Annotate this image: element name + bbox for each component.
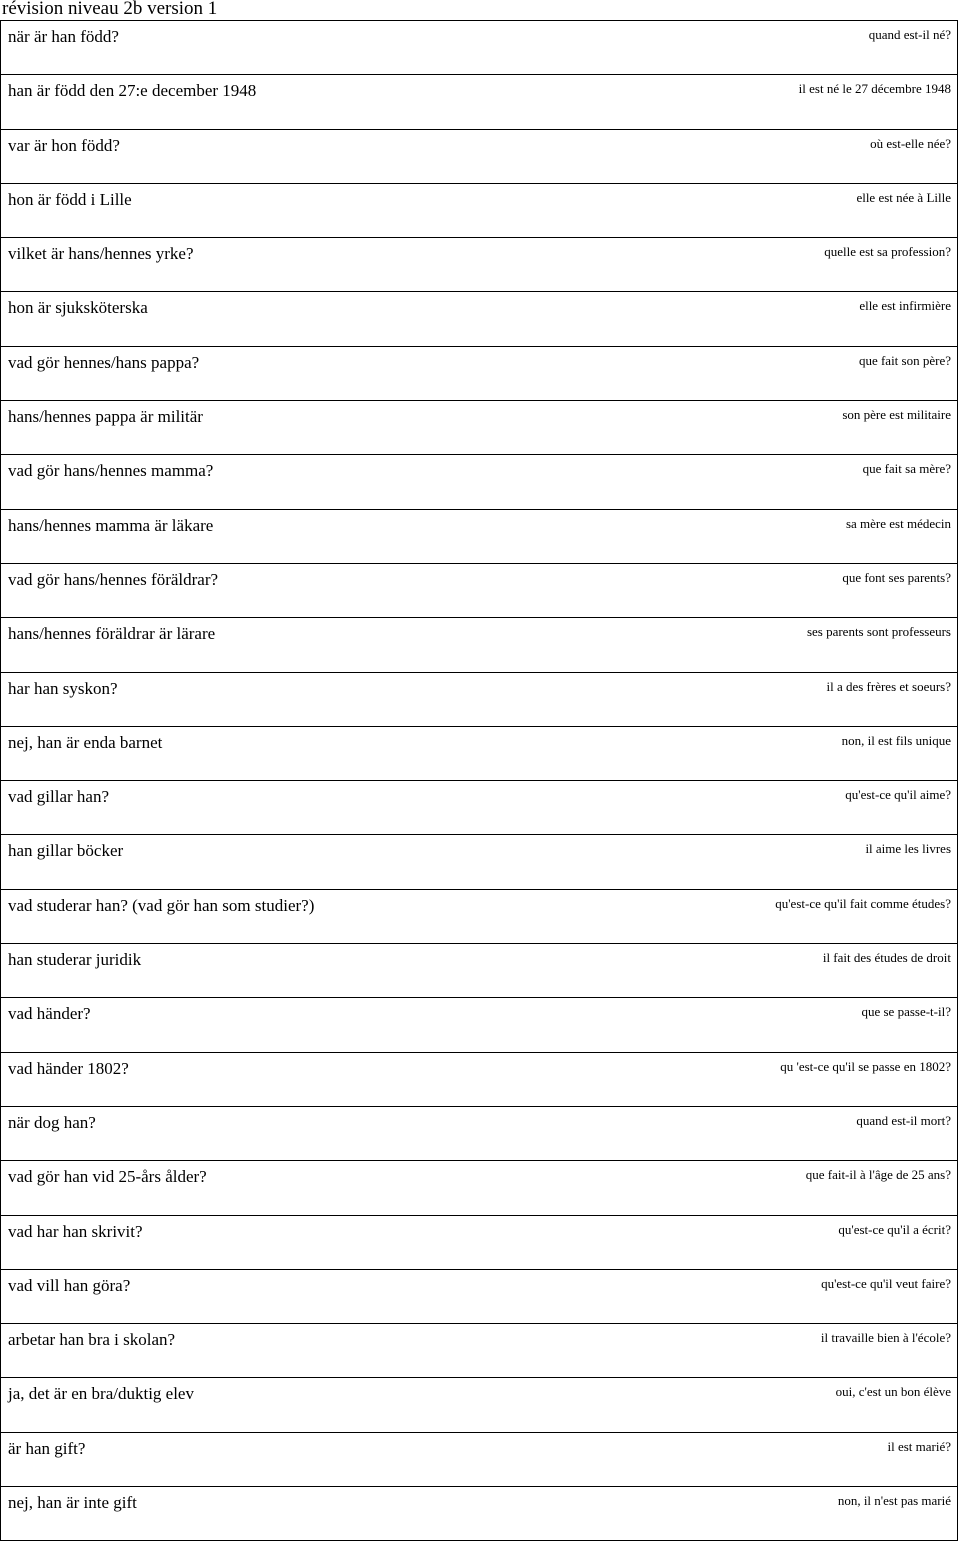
- french-phrase: que fait sa mère?: [479, 455, 958, 509]
- swedish-phrase: hon är sjuksköterska: [1, 292, 480, 346]
- swedish-phrase: hans/hennes föräldrar är lärare: [1, 618, 480, 672]
- french-phrase: quelle est sa profession?: [479, 238, 958, 292]
- table-row: [1, 346, 958, 400]
- french-phrase: qu'est-ce qu'il veut faire?: [479, 1269, 958, 1323]
- table-row: [1, 563, 958, 617]
- french-phrase: sa mère est médecin: [479, 509, 958, 563]
- french-phrase: il travaille bien à l'école?: [479, 1324, 958, 1378]
- table-row: [1, 1269, 958, 1323]
- document-title: révision niveau 2b version 1: [2, 0, 218, 19]
- french-phrase: qu'est-ce qu'il a écrit?: [479, 1215, 958, 1269]
- swedish-phrase: hans/hennes pappa är militär: [1, 401, 480, 455]
- french-phrase: que fait-il à l'âge de 25 ans?: [479, 1161, 958, 1215]
- table-row: [1, 1378, 958, 1432]
- french-phrase: il fait des études de droit: [479, 944, 958, 998]
- swedish-phrase: vad gör hans/hennes föräldrar?: [1, 563, 480, 617]
- swedish-phrase: vad har han skrivit?: [1, 1215, 480, 1269]
- swedish-phrase: han studerar juridik: [1, 944, 480, 998]
- table-row: [1, 1487, 958, 1541]
- table-row: [1, 292, 958, 346]
- french-phrase: ses parents sont professeurs: [479, 618, 958, 672]
- swedish-phrase: nej, han är inte gift: [1, 1487, 480, 1541]
- table-row: [1, 1324, 958, 1378]
- swedish-phrase: vad vill han göra?: [1, 1269, 480, 1323]
- french-phrase: son père est militaire: [479, 401, 958, 455]
- swedish-phrase: har han syskon?: [1, 672, 480, 726]
- table-row: [1, 1215, 958, 1269]
- swedish-phrase: nej, han är enda barnet: [1, 726, 480, 780]
- french-phrase: qu 'est-ce qu'il se passe en 1802?: [479, 1052, 958, 1106]
- swedish-phrase: han gillar böcker: [1, 835, 480, 889]
- french-phrase: qu'est-ce qu'il fait comme études?: [479, 889, 958, 943]
- vocabulary-table-body: [1, 21, 958, 1541]
- table-row: [1, 998, 958, 1052]
- swedish-phrase: han är född den 27:e december 1948: [1, 75, 480, 129]
- french-phrase: il aime les livres: [479, 835, 958, 889]
- french-phrase: que font ses parents?: [479, 563, 958, 617]
- swedish-phrase: vad händer 1802?: [1, 1052, 480, 1106]
- swedish-phrase: vilket är hans/hennes yrke?: [1, 238, 480, 292]
- swedish-phrase: vad studerar han? (vad gör han som studier?): [1, 889, 480, 943]
- french-phrase: que fait son père?: [479, 346, 958, 400]
- table-row: [1, 889, 958, 943]
- table-row: [1, 1432, 958, 1486]
- french-phrase: quand est-il né?: [479, 21, 958, 75]
- french-phrase: quand est-il mort?: [479, 1106, 958, 1160]
- swedish-phrase: när är han född?: [1, 21, 480, 75]
- swedish-phrase: hans/hennes mamma är läkare: [1, 509, 480, 563]
- table-row: [1, 835, 958, 889]
- table-row: [1, 509, 958, 563]
- swedish-phrase: vad gillar han?: [1, 781, 480, 835]
- swedish-phrase: vad gör hennes/hans pappa?: [1, 346, 480, 400]
- swedish-phrase: var är hon född?: [1, 129, 480, 183]
- swedish-phrase: ja, det är en bra/duktig elev: [1, 1378, 480, 1432]
- french-phrase: il est marié?: [479, 1432, 958, 1486]
- table-row: [1, 401, 958, 455]
- french-phrase: où est-elle née?: [479, 129, 958, 183]
- french-phrase: elle est née à Lille: [479, 183, 958, 237]
- french-phrase: elle est infirmière: [479, 292, 958, 346]
- french-phrase: que se passe-t-il?: [479, 998, 958, 1052]
- table-row: [1, 672, 958, 726]
- table-row: [1, 944, 958, 998]
- swedish-phrase: är han gift?: [1, 1432, 480, 1486]
- french-phrase: oui, c'est un bon élève: [479, 1378, 958, 1432]
- table-row: [1, 618, 958, 672]
- table-row: [1, 1106, 958, 1160]
- french-phrase: qu'est-ce qu'il aime?: [479, 781, 958, 835]
- swedish-phrase: vad händer?: [1, 998, 480, 1052]
- table-row: [1, 238, 958, 292]
- french-phrase: il a des frères et soeurs?: [479, 672, 958, 726]
- french-phrase: il est né le 27 décembre 1948: [479, 75, 958, 129]
- swedish-phrase: hon är född i Lille: [1, 183, 480, 237]
- table-row: [1, 1052, 958, 1106]
- table-row: [1, 455, 958, 509]
- table-row: [1, 75, 958, 129]
- table-row: [1, 21, 958, 75]
- swedish-phrase: arbetar han bra i skolan?: [1, 1324, 480, 1378]
- table-row: [1, 129, 958, 183]
- table-row: [1, 183, 958, 237]
- swedish-phrase: vad gör han vid 25-års ålder?: [1, 1161, 480, 1215]
- swedish-phrase: när dog han?: [1, 1106, 480, 1160]
- table-row: [1, 726, 958, 780]
- table-row: [1, 781, 958, 835]
- french-phrase: non, il est fils unique: [479, 726, 958, 780]
- vocabulary-table: [0, 20, 958, 1541]
- swedish-phrase: vad gör hans/hennes mamma?: [1, 455, 480, 509]
- table-row: [1, 1161, 958, 1215]
- french-phrase: non, il n'est pas marié: [479, 1487, 958, 1541]
